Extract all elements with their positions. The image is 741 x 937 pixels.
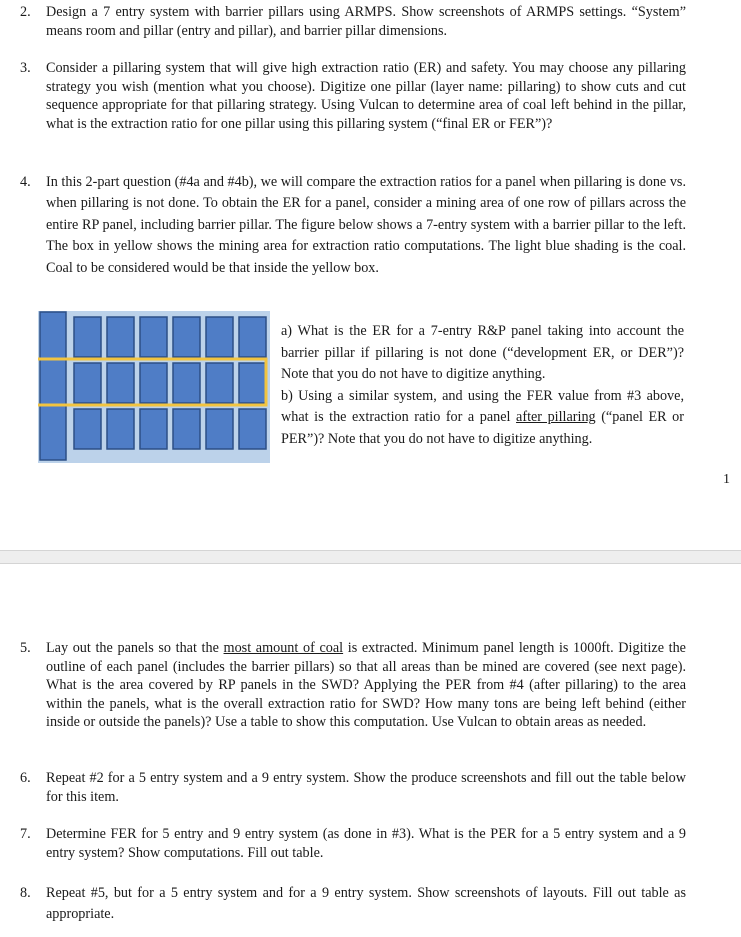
question-text: Consider a pillaring system that will give high extraction ratio (ER) and safety. You may choose any pillaring strategy you wish (mention what you choose). Digitize one pillar (layer name: pillaring) to show cuts and cut sequence appropriate for that pillaring strategy. Using Vulcan to determine area of coal left behind in the pillar, what is the extraction ratio for one pillar using this pillaring system (“final ER or FER”)?: [46, 60, 686, 132]
question-4: [20, 172, 686, 279]
caption-b-underline: after pillaring: [516, 409, 596, 426]
caption-b-text: b) Using a similar system, and using the FER value from #3 above, what is the extraction ratio for a panel: [281, 387, 684, 426]
barrier-pillar: [40, 312, 66, 460]
pillar: [74, 363, 101, 403]
figure-caption: [281, 321, 684, 451]
page-number: 1: [723, 472, 730, 487]
question-8: [20, 883, 686, 925]
caption-part-a: a) What is the ER for a 7-entry R&P panel taking into account the barrier pillar if pillaring is not done (“development ER, or DER”)? Note that you do not have to digitize anything.: [281, 323, 684, 383]
pillar: [107, 317, 134, 357]
pillar: [173, 317, 200, 357]
pillar: [140, 363, 167, 403]
pillar: [107, 363, 134, 403]
pillar-grid: [40, 312, 266, 460]
question-text: Repeat #2 for a 5 entry system and a 9 entry system. Show the produce screenshots and fill out the table below for this item.: [46, 770, 686, 805]
question-number: 8.: [20, 885, 31, 901]
pillar: [239, 409, 266, 449]
panel-figure: [38, 311, 270, 463]
question-6: [20, 769, 686, 806]
pillar: [206, 317, 233, 357]
page-separator: [0, 550, 741, 564]
pillar: [140, 317, 167, 357]
pillar: [173, 409, 200, 449]
question-text: [46, 639, 686, 732]
question-number: 2.: [20, 4, 31, 20]
question-text: Design a 7 entry system with barrier pillars using ARMPS. Show screenshots of ARMPS settings. “System” means room and pillar (entry and pillar), and barrier pillar dimensions.: [46, 4, 686, 39]
question-text-underline: most amount of coal: [223, 640, 344, 656]
pillar: [239, 363, 266, 403]
question-number: 5.: [20, 640, 31, 656]
question-5: [20, 639, 686, 732]
question-text-end: is extracted. Minimum panel length is 1000ft. Digitize the outline of each panel (includes the barrier pillars) so that all areas than be mined are covered (see next page). What is the area covered by RP panels in the SWD? Applying the PER from #4 (after pillaring) to the area within the panels, what is the overall extraction ratio for SWD? How many tons are being left behind (either inside or outside the panels)? Use a table to show this computation. Use Vulcan to obtain areas as needed.: [46, 640, 686, 731]
pillar: [140, 409, 167, 449]
caption-b-text-end: (“panel ER or PER”)? Note that you do not have to digitize anything.: [281, 409, 684, 447]
pillar: [239, 317, 266, 357]
caption-part-b: [281, 386, 684, 451]
question-text: Determine FER for 5 entry and 9 entry system (as done in #3). What is the PER for a 5 entry system and a 9 entry system? Show computations. Fill out table.: [46, 826, 686, 861]
question-text: Repeat #5, but for a 5 entry system and for a 9 entry system. Show screenshots of layouts. Fill out table as appropriate.: [46, 885, 686, 922]
question-text-start: Lay out the panels so that the: [46, 640, 224, 656]
pillar: [206, 363, 233, 403]
question-number: 7.: [20, 826, 31, 842]
question-2: [20, 3, 686, 40]
question-number: 6.: [20, 770, 31, 786]
pillar: [74, 317, 101, 357]
pillar: [206, 409, 233, 449]
question-text: In this 2-part question (#4a and #4b), we will compare the extraction ratios for a panel when pillaring is done vs. when pillaring is not done. To obtain the ER for a panel, consider a mining area of one row of pillars across the entire RP panel, including barrier pillar. The figure below shows a 7-entry system with a barrier pillar to the left. The box in yellow shows the mining area for extraction ratio computations. The light blue shading is the coal. Coal to be considered would be that inside the yellow box.: [46, 174, 686, 276]
question-number: 3.: [20, 60, 31, 76]
question-7: [20, 825, 686, 862]
question-3: [20, 59, 686, 133]
pillar: [173, 363, 200, 403]
question-number: 4.: [20, 174, 31, 190]
pillar: [107, 409, 134, 449]
pillar: [74, 409, 101, 449]
